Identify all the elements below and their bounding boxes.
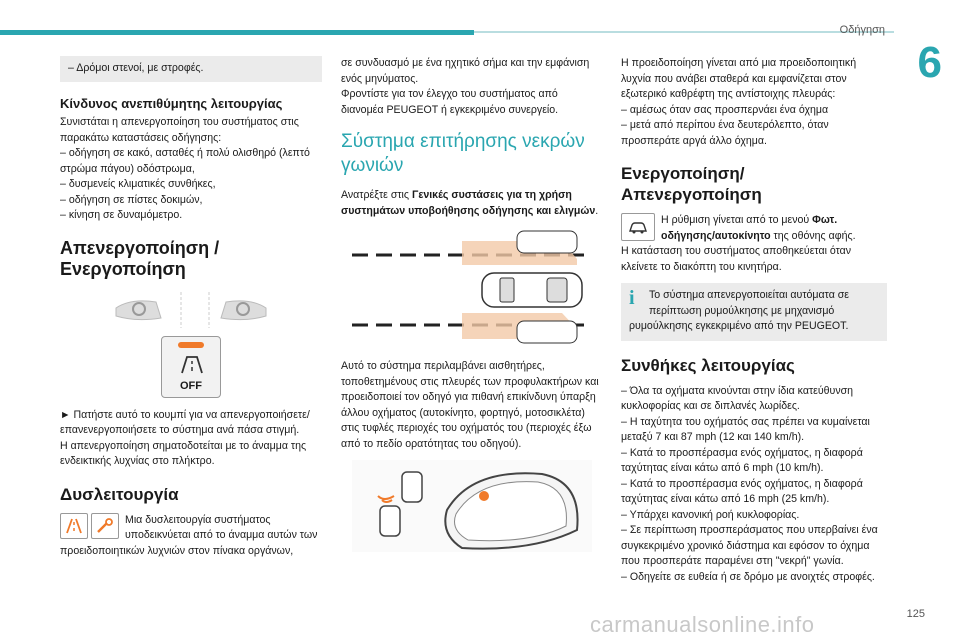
led-text: Η απενεργοποίηση σηματοδοτείται με το άναμμα της ενδεικτικής λυχνίας στο πλήκτρο. — [60, 439, 307, 467]
mirror-illustration — [352, 460, 592, 552]
header-title: Οδήγηση — [839, 24, 885, 36]
page-number: 125 — [906, 608, 925, 620]
deactivation-title: Απενεργοποίηση / Ενεργοποίηση — [60, 237, 220, 279]
press-text-body: Πατήστε αυτό το κουμπί για να απενεργοποιήσετε/επανενεργοποιήσετε το σύστημα ανά πάσα στιγμή. — [60, 408, 310, 436]
continued-text: σε συνδυασμό με ένα ηχητικό σήμα και την εμφάνιση ενός μηνύματος. — [341, 57, 590, 85]
info-box — [621, 283, 887, 341]
reference-text — [341, 188, 603, 219]
off-button[interactable] — [161, 336, 221, 398]
header-rule — [474, 31, 894, 33]
activation-text — [621, 213, 887, 244]
column-1 — [60, 56, 322, 559]
column-2 — [341, 56, 603, 558]
intro-item: – μετά από περίπου ένα δευτερόλεπτο, όταν προσπεράτε αργά άλλο όχημα. — [621, 119, 829, 147]
activation-suffix: της οθόνης αφής. — [770, 229, 856, 242]
malfunction-title: Δυσλειτουργία — [60, 484, 179, 504]
conditions-title: Συνθήκες λειτουργίας — [621, 355, 795, 375]
risk-item: – κίνηση σε δυναμόμετρο. — [60, 209, 183, 221]
warning-lamps — [60, 513, 119, 539]
settings-icon — [621, 213, 655, 241]
wrench-icon — [91, 513, 119, 539]
note-text: – Δρόμοι στενοί, με στροφές. — [68, 62, 204, 74]
section-title: Σύστημα επιτήρησης νεκρών γωνιών — [341, 131, 585, 176]
condition-item: – Σε περίπτωση προσπεράσματος που υπερβαίνει ένα συγκεκριμένο χρονικό διάστημα και εφόσον το όχημα που προσπεράτε παραμένει στη "νεκρή" γωνία. — [621, 524, 878, 567]
risk-title: Κίνδυνος ανεπιθύμητης λειτουργίας — [60, 95, 283, 111]
condition-item: – Η ταχύτητα του οχήματός σας πρέπει να κυμαίνεται μεταξύ 7 και 87 mph (12 και 140 km/h). — [621, 415, 870, 443]
risk-item: – οδήγηση σε πίστες δοκιμών, — [60, 193, 203, 206]
contact-text: Φροντίστε για τον έλεγχο του συστήματος από διανομέα PEUGEOT ή εγκεκριμένο συνεργείο. — [341, 88, 559, 116]
chapter-number: 6 — [917, 38, 942, 87]
info-icon: i — [629, 287, 635, 309]
activation-menu: Φωτ. οδήγησης/αυτοκίνητο — [661, 214, 838, 242]
header-accent-bar — [0, 30, 474, 35]
reference-bold: Γενικές συστάσεις για τη χρήση συστημάτων υποβοήθησης οδήγησης και ελιγμών — [341, 189, 596, 217]
info-text: Το σύστημα απενεργοποιείται αυτόματα σε περίπτωση ρυμούλκησης με μηχανισμό ρυμούλκησης εγκεκριμένο από την PEUGEOT. — [629, 289, 850, 332]
activation-title: Ενεργοποίηση/ Απενεργοποίηση — [621, 164, 762, 204]
watermark: carmanualsonline.info — [590, 612, 815, 637]
risk-text: Συνιστάται η απενεργοποίηση του συστήματος στις παρακάτω καταστάσεις οδήγησης: — [60, 116, 299, 144]
column-3 — [621, 56, 887, 585]
blind-spot-diagram — [352, 225, 592, 353]
risk-item: – οδήγηση σε κακό, ασταθές ή πολύ ολισθηρό (λεπτό στρώμα πάγου) οδόστρωμα, — [60, 147, 310, 175]
press-text: ► Πατήστε αυτό το κουμπί για να απενεργοποιήσετε/επανενεργοποιήσετε το σύστημα ανά πάσα στιγμή. — [60, 408, 310, 436]
off-label: OFF — [180, 379, 202, 392]
condition-item: – Κατά το προσπέρασμα ενός οχήματος, η διαφορά ταχύτητας είναι κάτω από 6 mph (10 km/h). — [621, 446, 863, 474]
note-box — [60, 56, 322, 82]
led-indicator — [178, 342, 204, 348]
condition-item: – Οδηγείτε σε ευθεία ή σε δρόμο με ανοιχτές στροφές. — [621, 570, 875, 583]
malfunction-text: Μια δυσλειτουργία συστήματος υποδεικνύεται από το άναμμα αυτών των προειδοποιητικών λυχνιών στον πίνακα οργάνων, — [60, 513, 318, 557]
condition-item: – Κατά το προσπέρασμα ενός οχήματος, η διαφορά ταχύτητας είναι κάτω από 16 mph (25 km/h). — [621, 477, 863, 505]
reference-suffix: . — [595, 204, 599, 217]
state-text: Η κατάσταση του συστήματος αποθηκεύεται όταν κλείνετε το διακόπτη του κινητήρα. — [621, 245, 852, 273]
intro-text: Η προειδοποίηση γίνεται από μια προειδοποιητική λυχνία που ανάβει σταθερά και εμφανίζεται στον εξωτερικό καθρέφτη της αντίστοιχης πλευράς: — [621, 57, 857, 100]
dashboard-illustration — [111, 290, 271, 330]
reference-prefix: Ανατρέξτε στις — [341, 189, 412, 201]
condition-item: – Υπάρχει κανονική ροή κυκλοφορίας. — [621, 508, 800, 521]
condition-item: – Όλα τα οχήματα κινούνται στην ίδια κατεύθυνση κυκλοφορίας και σε διπλανές λωρίδες. — [621, 384, 854, 412]
description-text: Αυτό το σύστημα περιλαμβάνει αισθητήρες, τοποθετημένους στις πλευρές των προφυλακτήρων και προειδοποιεί τον οδηγό για πιθανή επικίνδυνη ύπαρξη άλλου οχήματος (αυτοκίνητο, φορτηγό, μοτοσικλέτα) στις τυφλές περιοχές του οχήματός του (περιοχές έξω από το πεδίο ορατότητας του οδηγού). — [341, 360, 599, 450]
lane-assist-icon — [176, 353, 208, 375]
intro-item: – αμέσως όταν σας προσπερνάει ένα όχημα — [621, 103, 829, 116]
activation-prefix: Η ρύθμιση γίνεται από το μενού — [661, 214, 813, 226]
lane-warning-icon — [60, 513, 88, 539]
risk-item: – δυσμενείς κλιματικές συνθήκες, — [60, 178, 216, 190]
